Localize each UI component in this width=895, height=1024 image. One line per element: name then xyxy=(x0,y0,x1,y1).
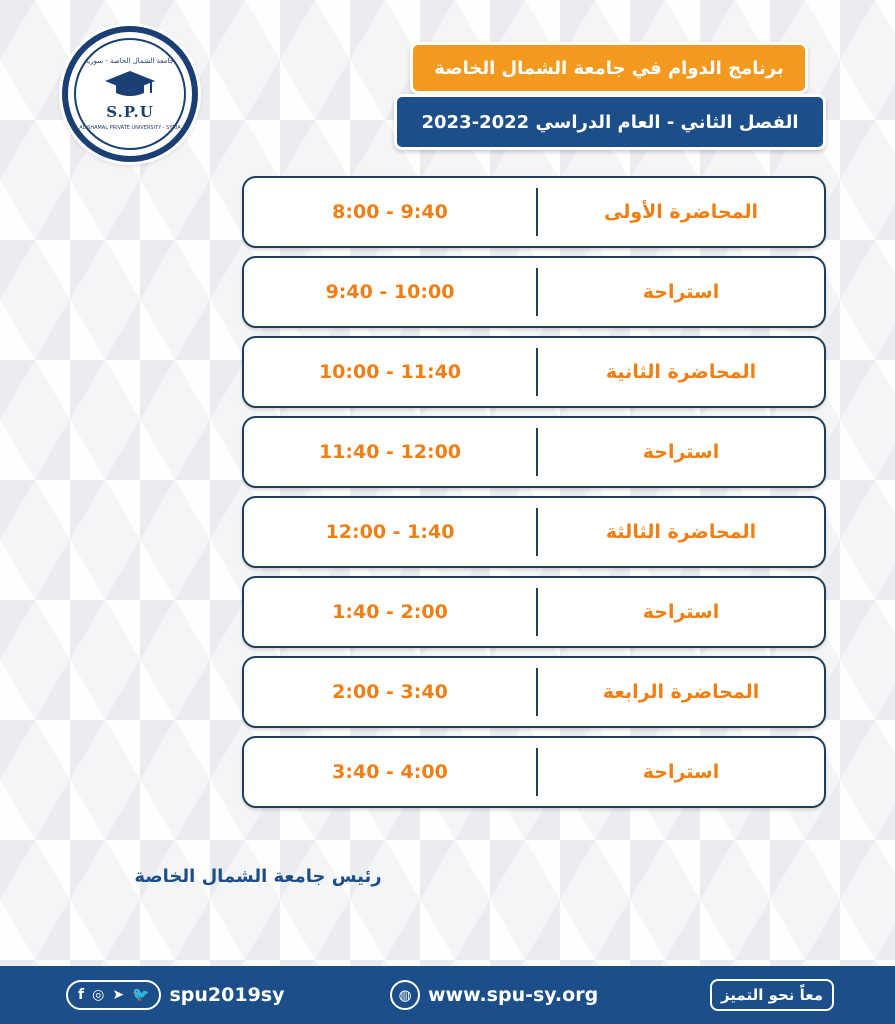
schedule-time: 8:00 - 9:40 xyxy=(332,201,448,223)
schedule-title: برنامج الدوام في جامعة الشمال الخاصة xyxy=(410,42,808,94)
schedule-row xyxy=(242,576,826,648)
schedule-row xyxy=(242,656,826,728)
facebook-icon[interactable]: f xyxy=(78,987,85,1003)
social-handle[interactable]: spu2019sy xyxy=(169,984,285,1006)
schedule-row xyxy=(242,416,826,488)
social-icons-pill xyxy=(66,980,161,1010)
schedule-row xyxy=(242,176,826,248)
schedule-row xyxy=(242,496,826,568)
website-group xyxy=(390,980,598,1010)
schedule-row xyxy=(242,336,826,408)
schedule-table xyxy=(242,176,826,816)
schedule-label: استراحة xyxy=(642,761,720,783)
schedule-label: المحاضرة الثانية xyxy=(605,361,757,383)
schedule-row xyxy=(242,256,826,328)
schedule-label: المحاضرة الثالثة xyxy=(605,521,757,543)
schedule-time: 10:00 - 11:40 xyxy=(318,361,462,383)
schedule-time: 2:00 - 3:40 xyxy=(332,681,448,703)
graduation-cap-icon xyxy=(103,69,157,99)
semester-subtitle: الفصل الثاني - العام الدراسي 2022-2023 xyxy=(394,94,826,150)
logo-abbr: S.P.U xyxy=(106,103,154,121)
logo-arabic-name: جامعة الشمال الخاصة - سوريا xyxy=(86,57,174,65)
schedule-label: استراحة xyxy=(642,441,720,463)
twitter-icon[interactable]: 🐦 xyxy=(132,987,150,1003)
website-link[interactable]: www.spu-sy.org xyxy=(428,984,599,1006)
schedule-label: استراحة xyxy=(642,281,720,303)
university-logo xyxy=(62,26,198,162)
telegram-icon[interactable]: ➤ xyxy=(112,987,125,1003)
social-group xyxy=(66,980,285,1010)
globe-icon: ◍ xyxy=(390,980,420,1010)
schedule-row xyxy=(242,736,826,808)
instagram-icon[interactable]: ◎ xyxy=(92,987,105,1003)
schedule-time: 12:00 - 1:40 xyxy=(325,521,455,543)
footer-bar xyxy=(0,966,895,1024)
schedule-time: 3:40 - 4:00 xyxy=(332,761,448,783)
schedule-label: استراحة xyxy=(642,601,720,623)
logo-seal xyxy=(74,38,186,150)
president-signature: رئيس جامعة الشمال الخاصة xyxy=(134,866,382,887)
logo-english-name: AL-SHAMAL PRIVATE UNIVERSITY - SYRIA xyxy=(79,125,181,131)
schedule-time: 9:40 - 10:00 xyxy=(325,281,455,303)
schedule-label: المحاضرة الرابعة xyxy=(602,681,760,703)
slogan-badge: معاً نحو التميز xyxy=(710,979,834,1011)
schedule-time: 1:40 - 2:00 xyxy=(332,601,448,623)
schedule-label: المحاضرة الأولى xyxy=(603,201,759,223)
schedule-time: 11:40 - 12:00 xyxy=(318,441,462,463)
